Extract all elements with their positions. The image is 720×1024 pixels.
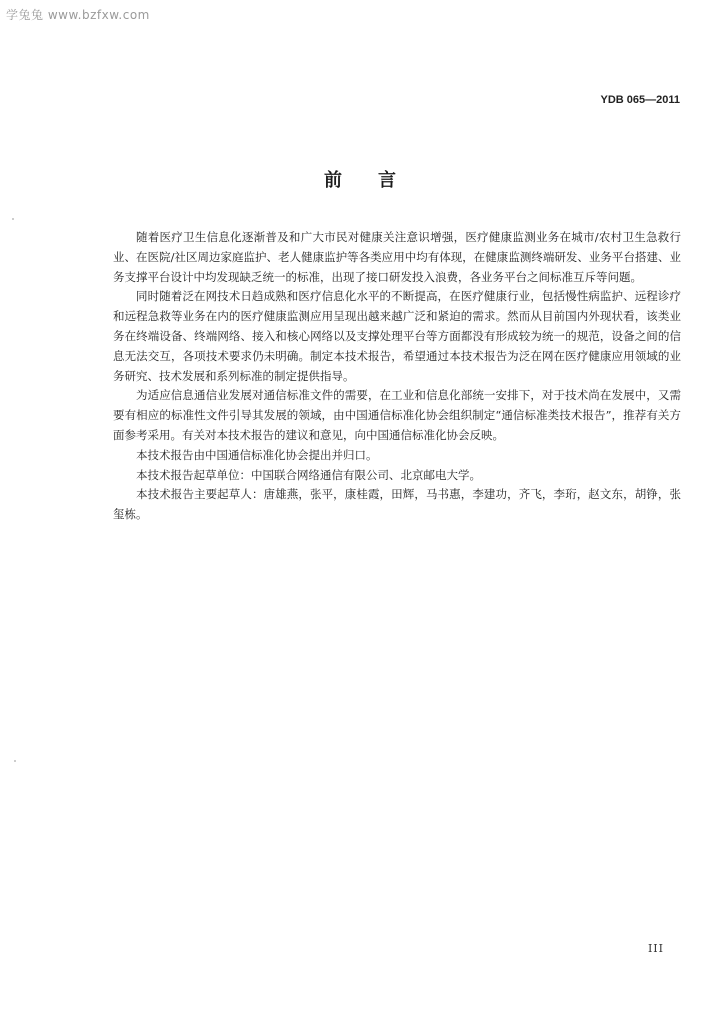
paragraph-motivation: 同时随着泛在网技术日趋成熟和医疗信息化水平的不断提高，在医疗健康行业，包括慢性病监护、远程诊疗和远程急救等业务在内的医疗健康监测应用呈现出越来越广泛和紧迫的需求。然而从目前国内外现状看，该类业务在终端设备、终端网络、接入和核心网络以及支撑处理平台等方面都没有形成较为统一的规范，设备之间的信息无法交互，各项技术要求仍未明确。制定本技术报告，希望通过本技术报告为泛在网在医疗健康应用领域的业务研究、技术发展和系列标准的制定提供指导。	[113, 289, 681, 383]
paragraph-proposer: 本技术报告由中国通信标准化协会提出并归口。	[136, 447, 378, 462]
page-title: 前言	[324, 170, 432, 191]
paragraph-background: 随着医疗卫生信息化逐渐普及和广大市民对健康关注意识增强，医疗健康监测业务在城市/农村卫生急救行业、在医院/社区周边家庭监护、老人健康监护等各类应用中均有体现，在健康监测终端研发、业务平台搭建、业务支撑平台设计中均发现缺乏统一的标准，出现了接口研发投入浪费，各业务平台之间标准互斥等问题。	[113, 230, 681, 284]
paragraph-purpose: 为适应信息通信业发展对通信标准文件的需要，在工业和信息化部统一安排下，对于技术尚在发展中，又需要有相应的标准性文件引导其发展的领域，由中国通信标准化协会组织制定“通信标准类技术报告”，推荐有关方面参考采用。有关对本技术报告的建议和意见，向中国通信标准化协会反映。	[113, 388, 681, 442]
scan-speck	[14, 760, 16, 762]
preface-body	[113, 228, 681, 525]
scan-speck	[12, 218, 14, 220]
paragraph-drafters: 本技术报告主要起草人：唐雄燕，张平，康桂霞，田辉，马书惠，李建功，齐飞，李珩，赵文东，胡铮，张玺栋。	[113, 487, 681, 522]
watermark: 学兔兔 www.bzfxw.com	[6, 8, 150, 22]
paragraph-drafting-units: 本技术报告起草单位：中国联合网络通信有限公司、北京邮电大学。	[136, 467, 481, 482]
document-code: YDB 065—2011	[600, 94, 680, 106]
page-number: III	[647, 942, 664, 955]
